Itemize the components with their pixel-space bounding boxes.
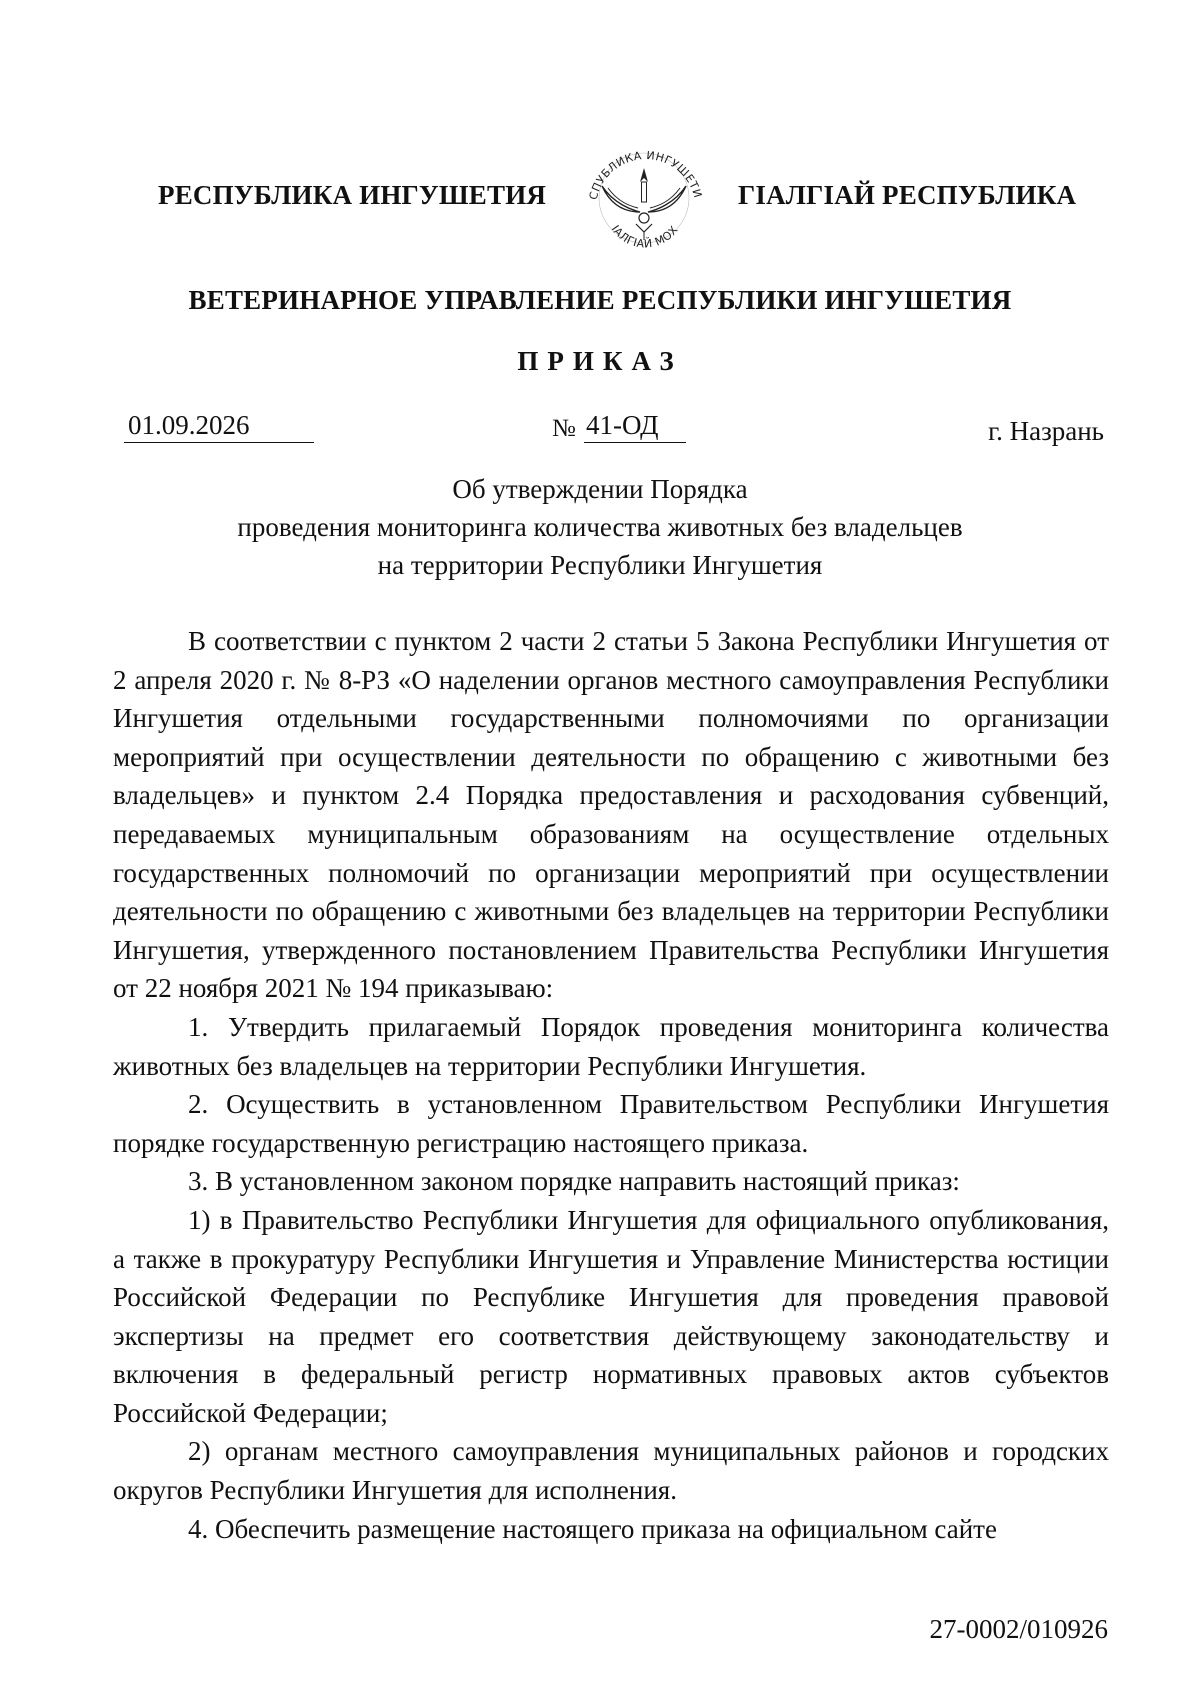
- body-paragraph-item-3: 3. В установленном законом порядке направить настоящий приказ:: [188, 1166, 960, 1197]
- document-type: ПРИКАЗ: [517, 346, 683, 376]
- order-title: [0, 470, 1200, 584]
- emblem-bottom-text: IАЛГIАЙ МОХ: [608, 222, 681, 251]
- body-paragraph-item-2: 2. Осуществить в установленном Правительством Республики Ингушетия порядке государственную регистрацию настоящего приказа.: [113, 1089, 1109, 1158]
- body-paragraph-item-1: 1. Утвердить прилагаемый Порядок проведения мониторинга количества животных без владельцев на территории Республики Ингушетия.: [113, 1011, 1109, 1081]
- registration-code: 27-0002/010926: [929, 1614, 1108, 1644]
- issue-city: г. Назрань: [988, 416, 1104, 446]
- body-paragraph-preamble: В соответствии с пунктом 2 части 2 статьи 5 Закона Республики Ингушетия от 2 апреля 2020 г. № 8-РЗ «О наделении органов местного самоуправления Республики Ингушетия отдельными государственными полномочиями по организации мероприятий при осуществлении деятельности по обращению с животными без владельцев» и пунктом 2.4 Порядка предоставления и расходования субвенций, передаваемых муниципальным образованиям на осуществление отдельных государственных полномочий по организации мероприятий при осуществлении деятельности по обращению с животными без владельцев на территории Республики Ингушетия, утвержденного постановлением Правительства Республики Ингушетия от 22 ноября 2021 № 194 приказываю:: [113, 626, 1109, 1004]
- order-body: [113, 622, 1109, 1548]
- coat-of-arms-emblem: [574, 126, 714, 266]
- title-line: Об утверждении Порядка: [452, 474, 748, 504]
- emblem-graphic: [574, 126, 714, 266]
- body-paragraph-item-4: 4. Обеспечить размещение настоящего приказа на официальном сайте: [188, 1513, 997, 1544]
- body-paragraph-item-3-2: 2) органам местного самоуправления муниципальных районов и городских округов Республики Ингушетия для исполнения.: [113, 1436, 1109, 1506]
- emblem-top-text: СПУБЛИКА ИНГУШЕТИ: [586, 148, 705, 202]
- header-right-title: ГIАЛГIАЙ РЕСПУБЛИКА: [738, 180, 1077, 210]
- order-number-sign: №: [552, 415, 576, 442]
- title-line: проведения мониторинга количества животных без владельцев: [237, 512, 963, 542]
- agency-name: ВЕТЕРИНАРНОЕ УПРАВЛЕНИЕ РЕСПУБЛИКИ ИНГУШЕТИЯ: [188, 285, 1012, 315]
- title-line: на территории Республики Ингушетия: [377, 550, 823, 580]
- body-paragraph-item-3-1: 1) в Правительство Республики Ингушетия для официального опубликования, а также в прокуратуру Республики Ингушетия и Управление Министерства юстиции Российской Федерации по Республике Ингушетия для проведения правовой экспертизы на предмет его соответствия действующему законодательству и включения в федеральный регистр нормативных правовых актов субъектов Российской Федерации;: [113, 1204, 1109, 1428]
- order-number: 41-ОД: [584, 408, 686, 443]
- header-left-title: РЕСПУБЛИКА ИНГУШЕТИЯ: [158, 180, 547, 210]
- order-date: 01.09.2026: [124, 408, 314, 443]
